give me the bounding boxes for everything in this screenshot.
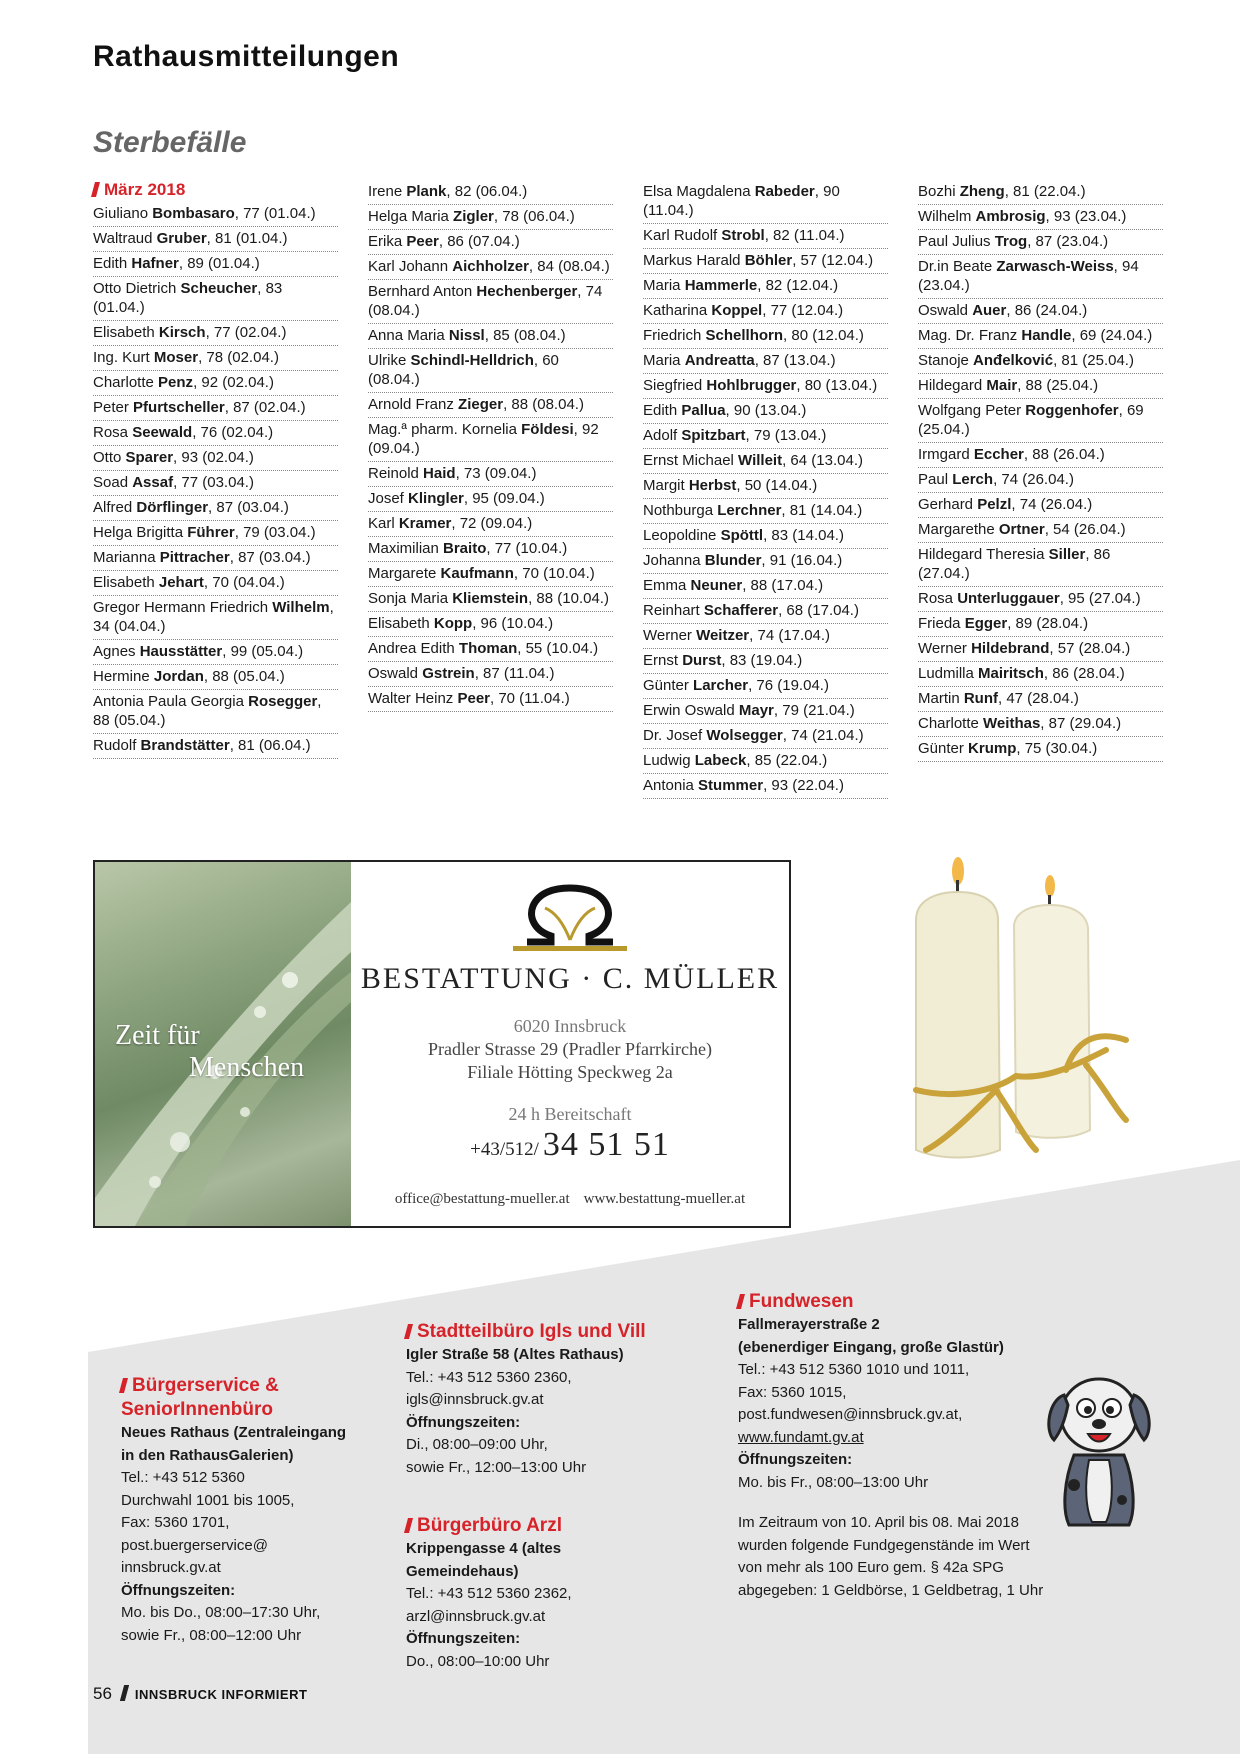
death-entry: Günter Larcher, 76 (19.04.): [643, 674, 888, 699]
death-entry: Markus Harald Böhler, 57 (12.04.): [643, 249, 888, 274]
death-entry: Walter Heinz Peer, 70 (11.04.): [368, 687, 613, 712]
death-entry: Helga Maria Zigler, 78 (06.04.): [368, 205, 613, 230]
death-entry: Soad Assaf, 77 (03.04.): [93, 471, 338, 496]
death-entry: Maria Hammerle, 82 (12.04.): [643, 274, 888, 299]
death-entry: Paul Julius Trog, 87 (23.04.): [918, 230, 1163, 255]
death-entry: Anna Maria Nissl, 85 (08.04.): [368, 324, 613, 349]
ad-company-name: BESTATTUNG · C. MÜLLER: [360, 962, 780, 995]
death-entry: Hildegard Theresia Siller, 86 (27.04.): [918, 543, 1163, 587]
death-entry: Mag. Dr. Franz Handle, 69 (24.04.): [918, 324, 1163, 349]
office-title: Fundwesen: [738, 1290, 1058, 1314]
footer-slash-icon: [120, 1685, 129, 1701]
death-entry: Antonia Paula Georgia Rosegger, 88 (05.04.): [93, 690, 338, 734]
death-entry: Hermine Jordan, 88 (05.04.): [93, 665, 338, 690]
publication-name: INNSBRUCK INFORMIERT: [134, 1687, 308, 1702]
death-entry: Alfred Dörflinger, 87 (03.04.): [93, 496, 338, 521]
page-title: Rathausmitteilungen: [93, 40, 400, 73]
ad-website: www.bestattung-mueller.at: [583, 1191, 746, 1207]
accent-slash-icon: [404, 1324, 413, 1339]
deaths-column-1: [93, 180, 338, 759]
ad-email: office@bestattung-mueller.at: [394, 1191, 570, 1207]
death-entry: Bozhi Zheng, 81 (22.04.): [918, 180, 1163, 205]
death-entry: Karl Johann Aichholzer, 84 (08.04.): [368, 255, 613, 280]
death-entry: Maria Andreatta, 87 (13.04.): [643, 349, 888, 374]
death-entry: Ernst Michael Willeit, 64 (13.04.): [643, 449, 888, 474]
death-entry: Ludwig Labeck, 85 (22.04.): [643, 749, 888, 774]
death-entry: Nothburga Lerchner, 81 (14.04.): [643, 499, 888, 524]
death-entry: Katharina Koppel, 77 (12.04.): [643, 299, 888, 324]
death-entry: Adolf Spitzbart, 79 (13.04.): [643, 424, 888, 449]
office-fundwesen: Fundwesen Fallmerayerstraße 2 (ebenerdiger Eingang, große Glastür) Tel.: +43 512 5360 1010 und 1011, Fax: 5360 1015, post.fundwesen@innsbruck.gv.at, www.fundamt.gv.at Öffnungszeiten: Mo. bis Fr., 08:00–13:00 Uhr Im Zeitraum von 10. April bis 08. Mai 2018 wurden folgende Fundgegenstände im Wert von mehr als 100 Euro gem. § 42a SPG abgegeben: 1 Geldbörse, 1 Geldbetrag, 1 Uhr: [738, 1290, 1058, 1602]
candles-illustration: [876, 850, 1166, 1170]
fundamt-link[interactable]: www.fundamt.gv.at: [738, 1428, 864, 1446]
death-entry: Wilhelm Ambrosig, 93 (23.04.): [918, 205, 1163, 230]
death-entry: Johanna Blunder, 91 (16.04.): [643, 549, 888, 574]
death-entry: Ing. Kurt Moser, 78 (02.04.): [93, 346, 338, 371]
death-entry: Elisabeth Kirsch, 77 (02.04.): [93, 321, 338, 346]
office-arzl: Bürgerbüro Arzl Krippengasse 4 (altes Gemeindehaus) Tel.: +43 512 5360 2362, arzl@innsbruck.gv.at Öffnungszeiten: Do., 08:00–10:00 Uhr: [406, 1514, 666, 1673]
office-buergerservice: Bürgerservice & SeniorInnenbüro Neues Rathaus (Zentraleingang in den RathausGalerien) Tel.: +43 512 5360 Durchwahl 1001 bis 1005, Fax: 5360 1701, post.buergerservice@ innsbruck.gv.at Öffnungszeiten: Mo. bis Do., 08:00–17:30 Uhr, sowie Fr., 08:00–12:00 Uhr: [121, 1374, 371, 1647]
death-entry: Charlotte Penz, 92 (02.04.): [93, 371, 338, 396]
death-entry: Ulrike Schindl-Helldrich, 60 (08.04.): [368, 349, 613, 393]
death-entry: Andrea Edith Thoman, 55 (10.04.): [368, 637, 613, 662]
ad-contact: [351, 1191, 789, 1208]
ad-phone: +43/512/ 34 51 51: [470, 1126, 670, 1163]
death-entry: Margarete Kaufmann, 70 (10.04.): [368, 562, 613, 587]
page-footer: [93, 1684, 307, 1704]
death-entry: Erwin Oswald Mayr, 79 (21.04.): [643, 699, 888, 724]
death-entry: Sonja Maria Kliemstein, 88 (10.04.): [368, 587, 613, 612]
death-entry: Maximilian Braito, 77 (10.04.): [368, 537, 613, 562]
death-entry: Dr.in Beate Zarwasch-Weiss, 94 (23.04.): [918, 255, 1163, 299]
section-title: Sterbefälle: [93, 126, 247, 159]
death-entry: Ludmilla Mairitsch, 86 (28.04.): [918, 662, 1163, 687]
ad-slogan: Zeit für Menschen: [115, 1020, 305, 1083]
death-entry: Emma Neuner, 88 (17.04.): [643, 574, 888, 599]
death-entry: Josef Klingler, 95 (09.04.): [368, 487, 613, 512]
ad-photo-leaf: [95, 862, 351, 1226]
ad-text-panel: [351, 862, 789, 1226]
death-entry: Siegfried Hohlbrugger, 80 (13.04.): [643, 374, 888, 399]
death-entry: Martin Runf, 47 (28.04.): [918, 687, 1163, 712]
death-entry: Agnes Hausstätter, 99 (05.04.): [93, 640, 338, 665]
death-entry: Giuliano Bombasaro, 77 (01.04.): [93, 202, 338, 227]
death-entry: Rosa Seewald, 76 (02.04.): [93, 421, 338, 446]
death-entry: Otto Dietrich Scheucher, 83 (01.04.): [93, 277, 338, 321]
death-entry: Irmgard Eccher, 88 (26.04.): [918, 443, 1163, 468]
death-entry: Erika Peer, 86 (07.04.): [368, 230, 613, 255]
death-entry: Edith Pallua, 90 (13.04.): [643, 399, 888, 424]
death-entry: Mag.ª pharm. Kornelia Földesi, 92 (09.04.): [368, 418, 613, 462]
death-entry: Frieda Egger, 89 (28.04.): [918, 612, 1163, 637]
page-number: 56: [93, 1684, 112, 1703]
death-entry: Leopoldine Spöttl, 83 (14.04.): [643, 524, 888, 549]
death-entry: Friedrich Schellhorn, 80 (12.04.): [643, 324, 888, 349]
fundwesen-note: Im Zeitraum von 10. April bis 08. Mai 2018 wurden folgende Fundgegenstände im Wert von mehr als 100 Euro gem. § 42a SPG abgegeben: 1 Geldbörse, 1 Geldbetrag, 1 Uhr: [738, 1514, 1044, 1599]
death-entry: Werner Hildebrand, 57 (28.04.): [918, 637, 1163, 662]
death-entry: Elisabeth Kopp, 96 (10.04.): [368, 612, 613, 637]
death-entry: Helga Brigitta Führer, 79 (03.04.): [93, 521, 338, 546]
death-entry: Charlotte Weithas, 87 (29.04.): [918, 712, 1163, 737]
dog-mascot-icon: [1044, 1360, 1154, 1530]
deaths-column-2: [368, 180, 613, 712]
death-entry: Elsa Magdalena Rabeder, 90 (11.04.): [643, 180, 888, 224]
office-title: Bürgerservice &: [121, 1374, 371, 1398]
death-entry: Dr. Josef Wolsegger, 74 (21.04.): [643, 724, 888, 749]
death-entry: Gregor Hermann Friedrich Wilhelm, 34 (04.04.): [93, 596, 338, 640]
month-heading: März 2018: [93, 180, 338, 200]
death-entry: Margit Herbst, 50 (14.04.): [643, 474, 888, 499]
death-entry: Rudolf Brandstätter, 81 (06.04.): [93, 734, 338, 759]
death-entry: Hildegard Mair, 88 (25.04.): [918, 374, 1163, 399]
office-igls: Stadtteilbüro Igls und Vill Igler Straße 58 (Altes Rathaus) Tel.: +43 512 5360 2360, igls@innsbruck.gv.at Öffnungszeiten: Di., 08:00–09:00 Uhr, sowie Fr., 12:00–13:00 Uhr: [406, 1320, 656, 1479]
death-entry: Irene Plank, 82 (06.04.): [368, 180, 613, 205]
accent-slash-icon: [91, 182, 100, 197]
death-entry: Karl Rudolf Strobl, 82 (11.04.): [643, 224, 888, 249]
funeral-home-ad: [93, 860, 791, 1228]
death-entry: Peter Pfurtscheller, 87 (02.04.): [93, 396, 338, 421]
omega-logo-icon: [513, 882, 627, 954]
accent-slash-icon: [404, 1518, 413, 1533]
ad-service-hours: 24 h Bereitschaft: [508, 1104, 632, 1124]
death-entry: Arnold Franz Zieger, 88 (08.04.): [368, 393, 613, 418]
death-entry: Ernst Durst, 83 (19.04.): [643, 649, 888, 674]
death-entry: Bernhard Anton Hechenberger, 74 (08.04.): [368, 280, 613, 324]
death-entry: Reinhart Schafferer, 68 (17.04.): [643, 599, 888, 624]
death-entry: Margarethe Ortner, 54 (26.04.): [918, 518, 1163, 543]
death-entry: Elisabeth Jehart, 70 (04.04.): [93, 571, 338, 596]
death-entry: Antonia Stummer, 93 (22.04.): [643, 774, 888, 799]
office-title: Stadtteilbüro Igls und Vill: [406, 1320, 656, 1344]
death-entry: Reinold Haid, 73 (09.04.): [368, 462, 613, 487]
death-entry: Gerhard Pelzl, 74 (26.04.): [918, 493, 1163, 518]
death-entry: Rosa Unterluggauer, 95 (27.04.): [918, 587, 1163, 612]
deaths-column-3: [643, 180, 888, 799]
death-entry: Oswald Gstrein, 87 (11.04.): [368, 662, 613, 687]
death-entry: Karl Kramer, 72 (09.04.): [368, 512, 613, 537]
death-entry: Werner Weitzer, 74 (17.04.): [643, 624, 888, 649]
office-title: Bürgerbüro Arzl: [406, 1514, 666, 1538]
deaths-column-4: [918, 180, 1163, 762]
death-entry: Stanoje Anđelković, 81 (25.04.): [918, 349, 1163, 374]
accent-slash-icon: [119, 1378, 128, 1393]
death-entry: Wolfgang Peter Roggenhofer, 69 (25.04.): [918, 399, 1163, 443]
ad-address: 6020 Innsbruck Pradler Strasse 29 (Pradler Pfarrkirche) Filiale Hötting Speckweg 2a: [428, 1016, 712, 1082]
death-entry: Paul Lerch, 74 (26.04.): [918, 468, 1163, 493]
death-entry: Marianna Pittracher, 87 (03.04.): [93, 546, 338, 571]
death-entry: Otto Sparer, 93 (02.04.): [93, 446, 338, 471]
death-entry: Oswald Auer, 86 (24.04.): [918, 299, 1163, 324]
accent-slash-icon: [736, 1294, 745, 1309]
death-entry: Günter Krump, 75 (30.04.): [918, 737, 1163, 762]
death-entry: Waltraud Gruber, 81 (01.04.): [93, 227, 338, 252]
death-entry: Edith Hafner, 89 (01.04.): [93, 252, 338, 277]
